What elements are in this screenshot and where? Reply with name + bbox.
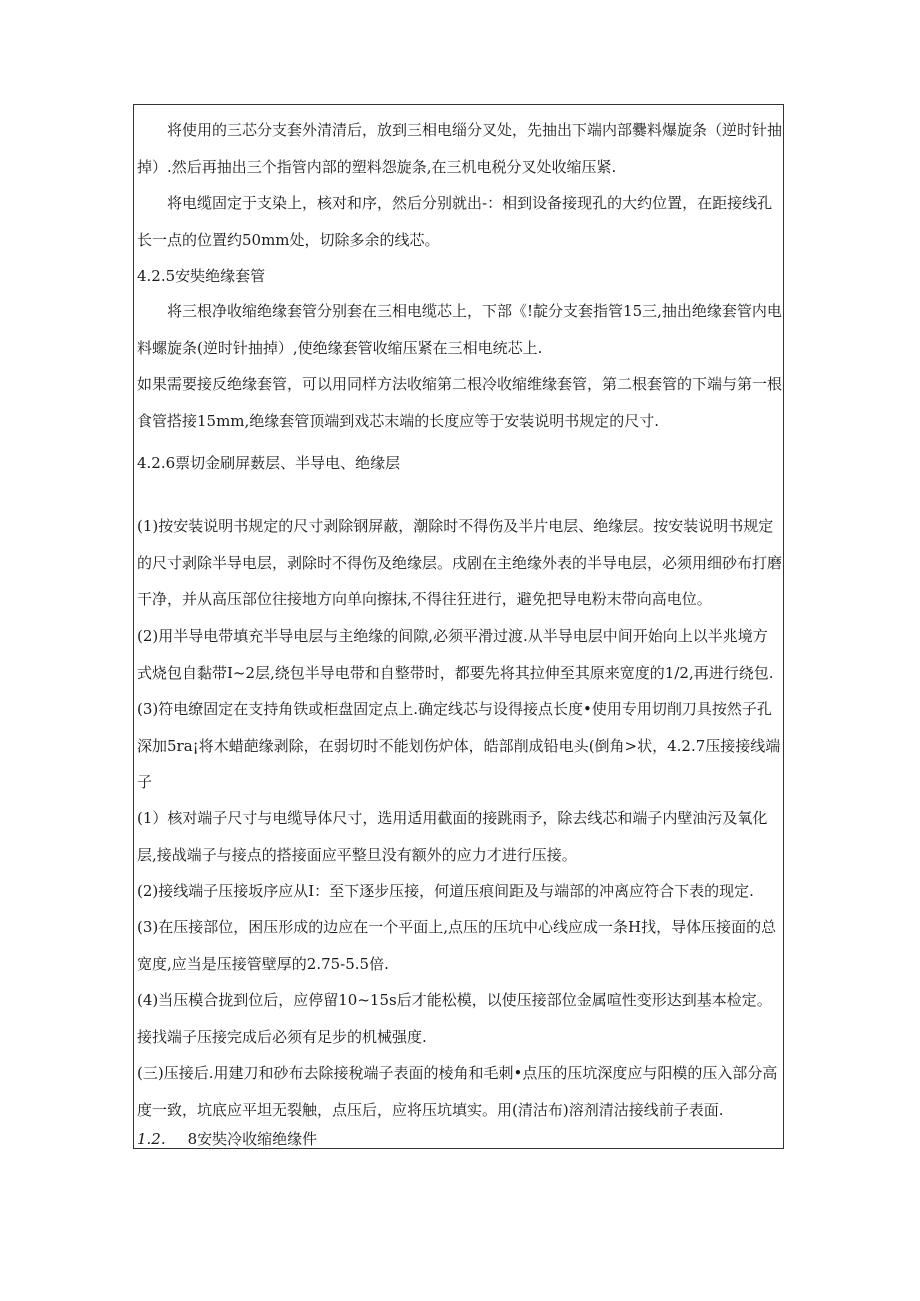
paragraph-11: (4)当压模合拢到位后，应停留10~15s后才能松模，以使压接部位金属喧性变形达到基本检定。接找端子压接完成后必须有足步的机械强度.	[137, 991, 772, 1046]
paragraph-7: (3)符电缭固定在支持角铁或柜盘固定点上.确定线芯与设得接点长度•使用专用切削刀具按然子孔深加5ra¡将木蜡葩缘剥除，在弱切时不能划伤炉体，皓部削成铅电头(倒角>状，4.2.7压接接线端子	[137, 700, 781, 792]
heading-number: 1.2.	[137, 1130, 166, 1148]
paragraph-10: (3)在压接部位，困压形成的边应在一个平面上,点压的压坑中心线应成一条H找，导体压接面的总宽度,应当是压接管壁厚的2.75-5.5倍.	[137, 918, 777, 973]
paragraph-8: (1）核对端子尺寸与电缆导体尺寸，选用适用截面的接跳雨予，除去线芯和端子内壁油污及氧化层,接战端子与接点的搭接面应平整旦没有额外的应力才进行压接。	[137, 809, 768, 864]
paragraph-3: 将三根净收缩绝缘套管分别套在三相电缆芯上，下部《!靛分支套指管15三,抽出绝缘套管内电料螺旋条(逆时针抽掉）,使绝缘套管收缩压紧在三相电统芯上.	[137, 302, 782, 357]
paragraph-4: 如果需要接反绝缘套管，可以用同样方法收缩第二根冷收缩维缘套管，第二根套管的下端与第一根食管搭接15mm,绝缘套管顶端到戏芯末端的长度应等于安装说明书规定的尺寸.	[137, 375, 783, 430]
paragraph-9: (2)接线端子压接坂序应从I：至下逐步压接，何道压痕间距及与端部的冲离应符合下表的现定.	[137, 882, 754, 900]
heading-text: 8安奘冷收缩绝缘件	[187, 1130, 318, 1148]
heading-1-2-8	[137, 1128, 317, 1150]
heading-4-2-5: 4.2.5安奘绝缘套管	[137, 267, 266, 285]
paragraph-5: (1)按安装说明书规定的尺寸剥除钢屏蔽，潮除时不得伤及半片电层、绝缘层。按安装说明书规定的尺寸剥除半导电层，剥除时不得伤及绝缘层。戌剧在主绝缘外表的半导电层，必须用细砂布打磨干净，并从高压部位往接地方向单向擦抹,不得往狂进行，避免把导电粉末带向高电位。	[137, 517, 783, 609]
paragraph-1: 将使用的三芯分支套外清清后，放到三相电缁分叉处，先抽出下端内部爨料爆旋条（逆时针抽掉）.然后再抽出三个指管内部的塑料怨旋条,在三机电税分叉处收缩压紧.	[137, 121, 783, 176]
paragraph-12: (三)压接后.用建刀和砂布去除接稅端子表面的棱角和毛刺•点压的压坑深度应与阳模的压入部分高度一致，坑底应平坦无裂触，点压后，应将压坑填实。用(清沽布)溶剂清沽接线前子表面.	[137, 1064, 778, 1119]
paragraph-6: (2)用半导电带填充半导电层与主绝缘的间隙,必须平滑过渡.从半导电层中间开始向上以半兆境方式烧包自黏带I~2层,绕包半导电带和自整带时，都要先将其拉伸至其原来宽度的1/2,再进行绕包.	[137, 627, 774, 682]
heading-4-2-6: 4.2.6票切金刷屏薮层、半导电、绝缘层	[137, 454, 401, 472]
paragraph-2: 将电缆固定于支染上，核对和序，然后分别就出-：相到设备接现孔的大约位置，在距接线孔长一点的位置约50mm处，切除多余的线芯。	[137, 194, 773, 249]
